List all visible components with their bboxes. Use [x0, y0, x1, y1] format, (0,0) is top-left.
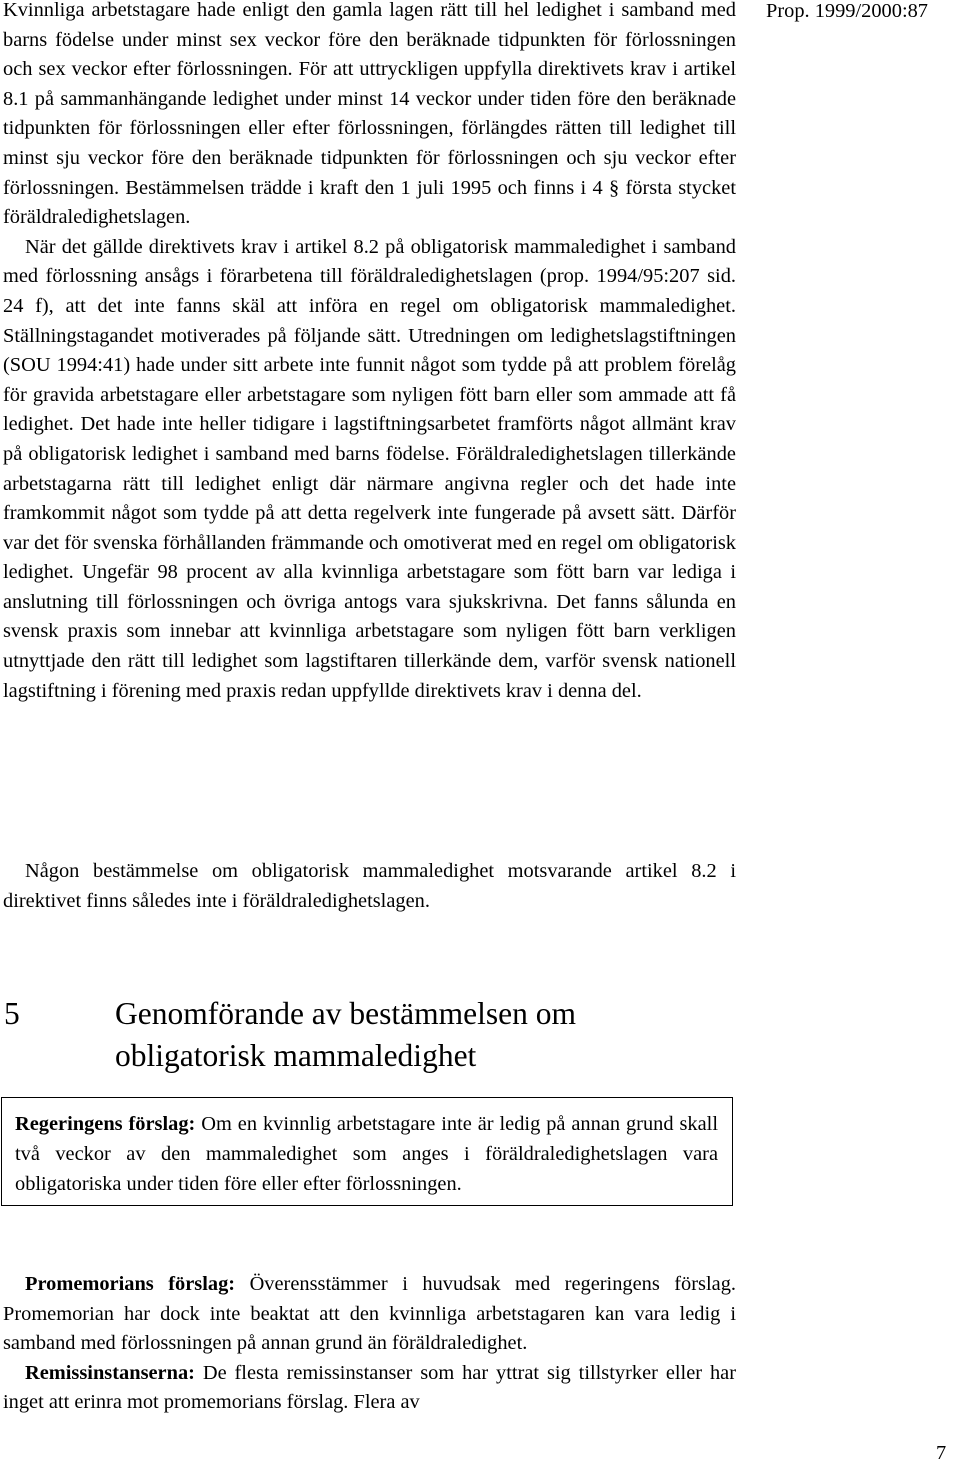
page-number: 7 [936, 1442, 947, 1464]
paragraph-consultation-bodies [3, 1359, 736, 1418]
government-proposal-box [1, 1097, 733, 1206]
body-text-top [3, 0, 736, 706]
paragraph-directive-requirement: När det gällde direktivets krav i artikel 8.2 på obligatorisk mammaledighet i samband med förlossning ansågs i förarbetena till föräldraledighetslagen (prop. 1994/95:207 sid. 24 f), att det inte fanns skäl att införa en regel om obligatorisk mammaledighet. Ställningstagandet motiverades på följande sätt. Utredningen om ledighetslagstiftningen (SOU 1994:41) hade under sitt arbete inte funnit något som tydde på att problem förelåg för gravida arbetstagare eller arbetstagare som nyligen fött barn eller som ammade att få ledighet. Det hade inte heller tidigare i lagstiftningsarbetet framförts något allmänt krav på obligatorisk ledighet i samband med barns födelse. Föräldraledighetslagen tillerkände arbetstagarna rätt till ledighet enligt där närmare angivna regler och det hade inte framkommit något som tydde på att detta regelverk inte fungerade på avsett sätt. Därför var det för svenska förhållanden främmande och omotiverat med en regel om obligatorisk ledighet. Ungefär 98 procent av alla kvinnliga arbetstagare som fött barn var lediga i anslutning till förlossningen och övriga antogs vara sjukskrivna. Det fanns sålunda en svensk praxis som innebar att kvinnliga arbetstagare som nyligen fött barn verkligen utnyttjade den rätt till ledighet som lagstiftaren tillerkände dem, varför svensk nationell lagstiftning i förening med praxis redan uppfyllde direktivets krav i denna del. [3, 235, 736, 702]
body-text-middle [3, 857, 736, 916]
section-title: Genomförande av bestämmelsen om obligatorisk mammaledighet [115, 996, 576, 1073]
memorandum-proposal-lead: Promemorians förslag: [25, 1273, 236, 1295]
paragraph-maternity-old-law: Kvinnliga arbetstagare hade enligt den gamla lagen rätt till hel ledighet i samband med barns födelse under minst sex veckor före den beräknade tidpunkten för förlossningen och sex veckor efter förlossningen. För att uttryckligen uppfylla direktivets krav i artikel 8.1 på sammanhängande ledighet under minst 14 veckor under tiden före den beräknade tidpunkten för förlossningen eller efter förlossningen, förlängdes rätten till ledighet till minst sju veckor före den beräknade tidpunkten för förlossningen och sju veckor efter förlossningen. Bestämmelsen trädde i kraft den 1 juli 1995 och finns i 4 § första stycket föräldraledighetslagen. [3, 0, 736, 229]
section-number: 5 [4, 996, 20, 1031]
memorandum-proposal-text: Överensstämmer i huvudsak med regeringens förslag. Promemorian har dock inte beaktat att den kvinnliga arbetstagaren kan vara ledig i samband med förlossningen på annan grund än föräldraledighet. [3, 1273, 736, 1355]
government-proposal-lead: Regeringens förslag: [15, 1113, 196, 1135]
margin-reference: Prop. 1999/2000:87 [766, 0, 928, 22]
government-proposal-text: Om en kvinnlig arbetstagare inte är ledig på annan grund skall två veckor av den mammaledighet som anges i föräldraledighetslagen vara obligatoriska under tiden före eller efter förlossningen. [15, 1113, 718, 1195]
consultation-bodies-text: De flesta remissinstanser som har yttrat sig tillstyrker eller har inget att erinra mot promemorians förslag. Flera av [3, 1361, 736, 1414]
consultation-bodies-lead: Remissinstanserna: [25, 1361, 195, 1384]
paragraph-conclusion: Någon bestämmelse om obligatorisk mammaledighet motsvarande artikel 8.2 i direktivet finns således inte i föräldraledighetslagen. [3, 860, 736, 912]
body-text-bottom [3, 1270, 736, 1418]
paragraph-memorandum-proposal [3, 1270, 736, 1359]
